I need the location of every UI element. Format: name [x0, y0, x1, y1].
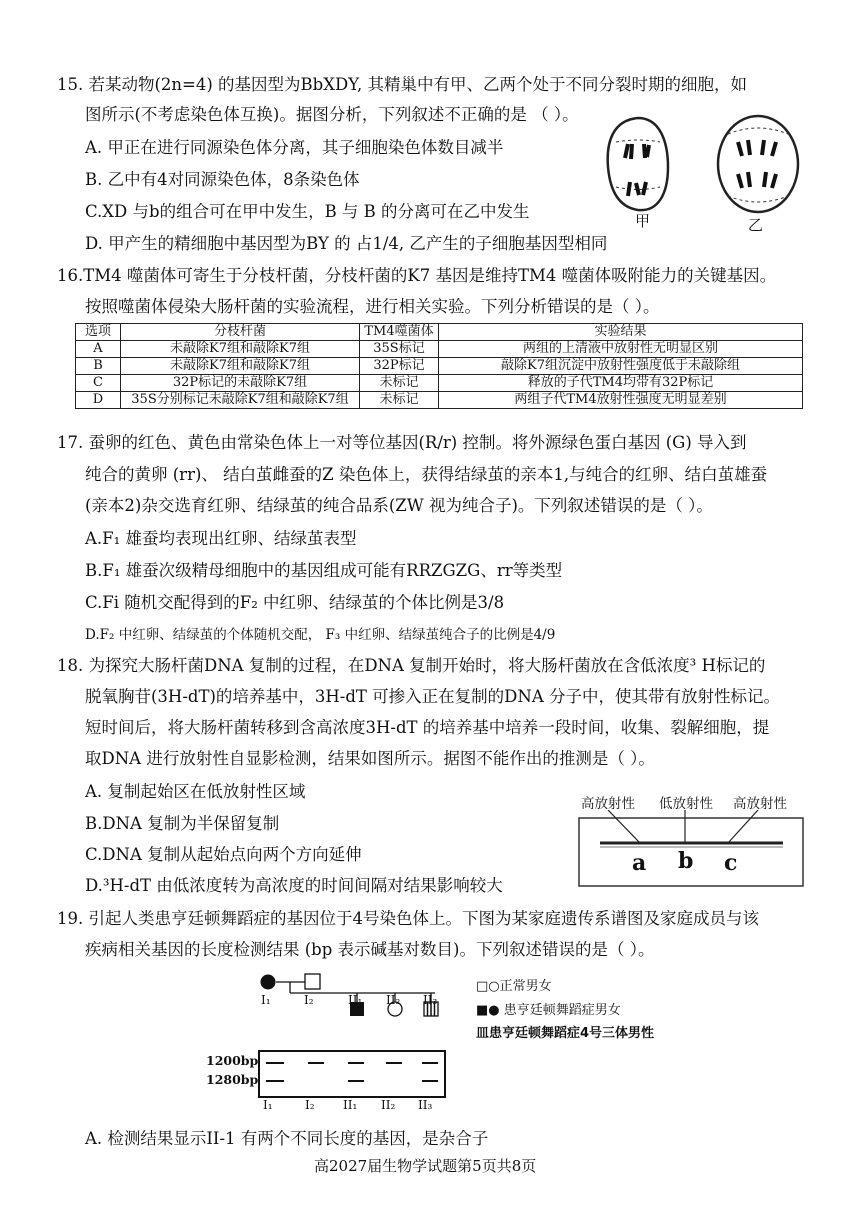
gel-electrophoresis-result: [258, 1050, 446, 1098]
table-header-cell: 选项: [76, 324, 121, 341]
pedigree-i2-normal-male: [305, 974, 320, 989]
q17-option-c: C.Fi 随机交配得到的F₂ 中红卵、结绿茧的个体比例是3/8: [85, 593, 505, 612]
table-row: [76, 375, 803, 392]
band-i1-1200: [266, 1062, 284, 1064]
table-cell: 两组的上清液中放射性无明显区别: [439, 341, 803, 358]
q17-stem-line2: 纯合的黄卵 (rr)、 结白茧雌蚕的Z 染色体上，获得结绿茧的亲本1,与纯合的红卵、结白茧雄蚕: [85, 465, 768, 484]
legend-normal: □○正常男女: [476, 979, 552, 994]
q17-stem-line3: (亲本2)杂交选育红卵、结绿茧的纯合品系(ZW 视为纯合子)。下列叙述错误的是（ ）。: [85, 496, 713, 515]
label-low-radioactivity: 低放射性: [659, 796, 713, 812]
q17-option-d: D.F₂ 中红卵、结绿茧的个体随机交配， F₃ 中红卵、结绿茧纯合子的比例是4/9: [85, 627, 556, 643]
gel-label-1280bp: 1280bp: [206, 1072, 259, 1087]
table-cell: 两组子代TM4放射性强度无明显差别: [439, 392, 803, 409]
table-header-cell: 实验结果: [439, 324, 803, 341]
gel-lane-label-i1: I₁: [263, 1098, 273, 1112]
q15-stem-line1: 15. 若某动物(2n=4) 的基因型为BbXDY, 其精巢中有甲、乙两个处于不同分裂时期的细胞，如: [57, 75, 747, 94]
table-cell: 32P标记的未敲除K7组: [121, 375, 360, 392]
band-ii1-1200: [348, 1062, 364, 1064]
table-row: [76, 358, 803, 375]
q16-stem-line2: 按照噬菌体侵染大肠杆菌的实验流程，进行相关实验。下列分析错误的是（ ）。: [85, 297, 660, 316]
table-cell: 释放的子代TM4均带有32P标记: [439, 375, 803, 392]
table-cell: 未标记: [360, 375, 439, 392]
q18-option-a: A. 复制起始区在低放射性区域: [85, 782, 306, 801]
experiment-table: [75, 323, 803, 409]
table-cell: 未敲除K7组和敲除K7组: [121, 341, 360, 358]
q17-option-b: B.F₁ 雄蚕次级精母细胞中的基因组成可能有RRZGZG、rr等类型: [85, 561, 563, 580]
q18-option-c: C.DNA 复制从起始点向两个方向延伸: [85, 845, 362, 864]
segment-label-c: c: [724, 850, 738, 876]
q15-option-a: A. 甲正在进行同源染色体分离，其子细胞染色体数目减半: [85, 138, 504, 157]
band-ii3-1200: [422, 1062, 438, 1064]
legend-affected: ■● 患亨廷顿舞蹈症男女: [476, 1003, 621, 1018]
q19-option-a: A. 检测结果显示II-1 有两个不同长度的基因，是杂合子: [85, 1129, 489, 1148]
table-header-row: [76, 324, 803, 341]
q15-option-c: C.XD 与b的组合可在甲中发生，B 与 B 的分离可在乙中发生: [85, 202, 530, 221]
q18-stem-line1: 18. 为探究大肠杆菌DNA 复制的过程，在DNA 复制开始时，将大肠杆菌放在含低浓度³ H标记的: [57, 656, 766, 675]
gel-lane-label-ii3: II₃: [418, 1098, 433, 1112]
table-cell: B: [76, 358, 121, 375]
q18-stem-line3: 短时间后，将大肠杆菌转移到含高浓度3H-dT 的培养基中培养一段时间，收集、裂解细胞，提: [85, 718, 770, 737]
band-i1-1280: [266, 1080, 284, 1082]
gel-label-1200bp: 1200bp: [206, 1053, 259, 1068]
table-cell: 敲除K7组沉淀中放射性强度低于未敲除组: [439, 358, 803, 375]
q17-stem-line1: 17. 蚕卵的红色、黄色由常染色体上一对等位基因(R/r) 控制。将外源绿色蛋白基因 (G) 导入到: [57, 433, 747, 452]
table-cell: 35S分别标记未敲除K7组和敲除K7组: [121, 392, 360, 409]
figure-label-jia: 甲: [635, 212, 651, 230]
cell-division-figure: [598, 112, 808, 237]
q17-option-a: A.F₁ 雄蚕均表现出红卵、结绿茧表型: [85, 529, 357, 548]
table-row: [76, 341, 803, 358]
table-cell: C: [76, 375, 121, 392]
gel-lane-label-ii1: II₁: [343, 1098, 358, 1112]
band-ii2-1200: [386, 1062, 402, 1064]
label-high-radioactivity-left: 高放射性: [581, 796, 635, 812]
q18-stem-line2: 脱氧胸苷(3H-dT)的培养基中，3H-dT 可掺入正在复制的DNA 分子中，使其带有放射性标记。: [85, 687, 781, 706]
pedigree-label-ii1: II₁: [348, 993, 363, 1007]
table-header-cell: 分枝杆菌: [121, 324, 360, 341]
q16-stem-line1: 16.TM4 噬菌体可寄生于分枝杆菌，分枝杆菌的K7 基因是维持TM4 噬菌体吸附能力的关键基因。: [57, 266, 777, 285]
band-i2-1200: [308, 1062, 324, 1064]
pedigree-label-ii2: II₂: [386, 993, 401, 1007]
pedigree-label-i2: I₂: [304, 993, 314, 1007]
page-footer: 高2027届生物学试题第5页共8页: [314, 1157, 537, 1175]
figure-label-yi: 乙: [748, 216, 764, 234]
table-cell: 未标记: [360, 392, 439, 409]
table-header-cell: TM4噬菌体: [360, 324, 439, 341]
cell-jia: [608, 118, 668, 210]
table-row: [76, 392, 803, 409]
pedigree-label-i1: I₁: [261, 993, 271, 1007]
table-cell: 未敲除K7组和敲除K7组: [121, 358, 360, 375]
band-ii3-1280: [422, 1080, 438, 1082]
label-high-radioactivity-right: 高放射性: [733, 796, 787, 812]
gel-lane-label-i2: I₂: [305, 1098, 315, 1112]
q19-stem-line1: 19. 引起人类患亨廷顿舞蹈症的基因位于4号染色体上。下图为某家庭遗传系谱图及家庭成员与该: [57, 909, 759, 928]
q18-stem-line4: 取DNA 进行放射性自显影检测，结果如图所示。据图不能作出的推测是（ ）。: [85, 749, 655, 768]
q15-stem-line2: 图所示(不考虑染色体互换)。据图分析，下列叙述不正确的是 （ ）。: [85, 105, 579, 124]
q18-option-b: B.DNA 复制为半保留复制: [85, 814, 280, 833]
q18-option-d: D.³H-dT 由低浓度转为高浓度的时间间隔对结果影响较大: [85, 876, 503, 895]
table-cell: D: [76, 392, 121, 409]
table-cell: 32P标记: [360, 358, 439, 375]
pedigree-chart: [255, 970, 450, 1045]
table-cell: A: [76, 341, 121, 358]
pedigree-i1-affected-female: [261, 975, 276, 990]
q19-stem-line2: 疾病相关基因的长度检测结果 (bp 表示碱基对数目)。下列叙述错误的是（ ）。: [85, 940, 655, 959]
legend-trisomy: 皿患亨廷顿舞蹈症4号三体男性: [476, 1026, 655, 1041]
table-cell: 35S标记: [360, 341, 439, 358]
cell-yi: [718, 116, 798, 212]
q15-option-d: D. 甲产生的精细胞中基因型为BY 的 占1/4, 乙产生的子细胞基因型相同: [85, 234, 608, 253]
pedigree-label-ii3: II₃: [423, 993, 438, 1007]
segment-label-a: a: [632, 850, 647, 876]
band-ii1-1280: [348, 1080, 364, 1082]
segment-label-b: b: [678, 848, 694, 874]
q15-option-b: B. 乙中有4对同源染色体，8条染色体: [85, 170, 360, 189]
gel-lane-label-ii2: II₂: [381, 1098, 396, 1112]
